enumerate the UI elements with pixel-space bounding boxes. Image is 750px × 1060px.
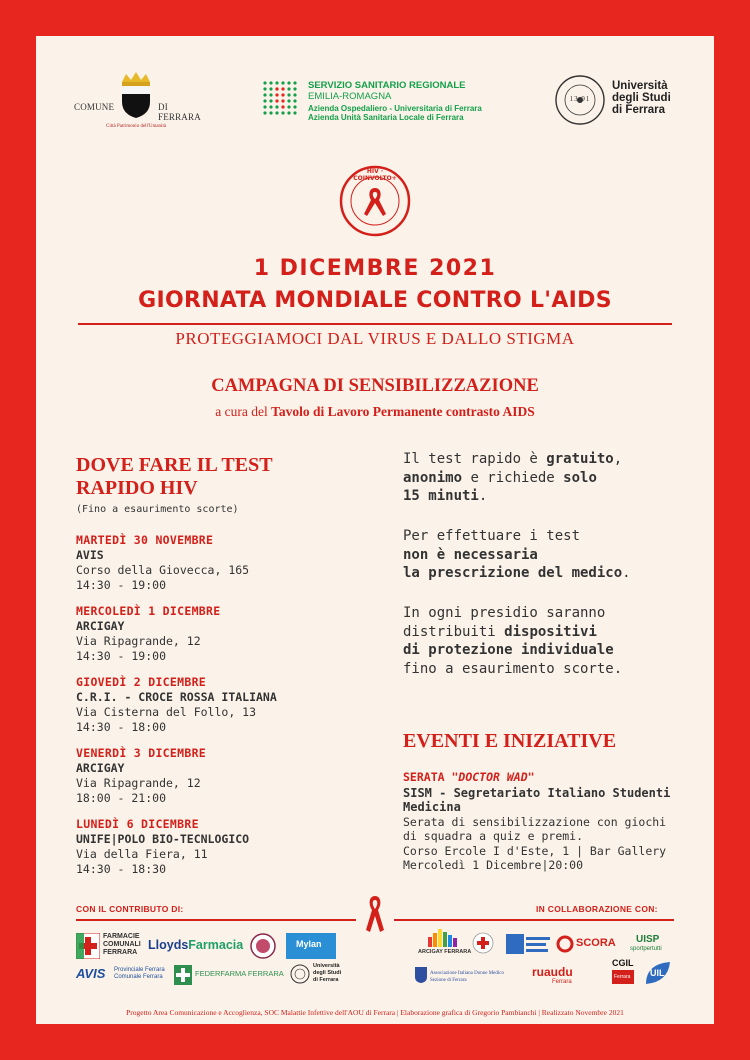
comune-tagline: Città Patrimonio dell'Umanità bbox=[106, 124, 167, 129]
sponsor-text: ruaudu bbox=[532, 965, 573, 979]
unife-seal-year: 13 91 bbox=[569, 95, 591, 103]
info-text: . bbox=[622, 565, 631, 581]
sponsor-text: FEDERFARMA FERRARA bbox=[195, 969, 284, 978]
test-address: Via Ripagrande, 12 bbox=[76, 776, 201, 790]
event-organizer-line1: SISM - Segretariato Italiano Studenti bbox=[403, 786, 671, 800]
sponsor-text: FERRARA bbox=[103, 949, 138, 956]
events-title: EVENTI E INIZIATIVE bbox=[403, 730, 617, 752]
test-address: Via della Fiera, 11 bbox=[76, 847, 208, 861]
ssr-azienda-ou: Azienda Ospedaliero - Universitaria di Ferrara bbox=[308, 104, 482, 113]
test-section-title-line2: RAPIDO HIV bbox=[76, 477, 198, 499]
info-ppe bbox=[403, 604, 693, 678]
badge-ring-text: HIV · COINVOLTO+ bbox=[353, 168, 397, 182]
sponsor-text: Lloyds bbox=[148, 938, 189, 952]
ssr-dots-icon bbox=[262, 80, 300, 120]
test-hours: 14:30 - 19:00 bbox=[76, 649, 167, 663]
sponsor-text: di Ferrara bbox=[313, 977, 339, 983]
test-address: Via Ripagrande, 12 bbox=[76, 634, 201, 648]
event-description: di squadra a quiz e premi. bbox=[403, 829, 584, 843]
test-day: VENERDÌ 3 DICEMBRE bbox=[76, 746, 207, 760]
info-bold: anonimo bbox=[403, 469, 463, 486]
sponsor-text: degli Studi bbox=[313, 970, 342, 976]
event-datetime: Mercoledì 1 Dicembre|20:00 bbox=[403, 858, 584, 872]
sponsor-unife bbox=[290, 963, 350, 987]
info-no-prescription bbox=[403, 527, 693, 583]
poster bbox=[36, 36, 714, 1024]
test-address: Corso della Giovecca, 165 bbox=[76, 563, 250, 577]
event-date-heading: 1 DICEMBRE 2021 bbox=[253, 256, 497, 281]
test-day: LUNEDÌ 6 DICEMBRE bbox=[76, 817, 199, 831]
main-heading: GIORNATA MONDIALE CONTRO L'AIDS bbox=[138, 288, 612, 313]
collab-scora bbox=[556, 935, 616, 955]
collab-uisp bbox=[626, 934, 676, 958]
campaign-title: CAMPAGNA DI SENSIBILIZZAZIONE bbox=[211, 376, 539, 396]
event-type-name: "DOCTOR WAD" bbox=[451, 770, 535, 784]
test-hours: 14:30 - 18:00 bbox=[76, 720, 167, 734]
info-bold: solo bbox=[563, 469, 597, 486]
info-text: e richiede bbox=[462, 469, 564, 486]
test-address: Via Cisterna del Follo, 13 bbox=[76, 705, 257, 719]
croce-rossa-icon bbox=[472, 932, 494, 954]
test-hours: 18:00 - 21:00 bbox=[76, 791, 167, 805]
curator-prefix: a cura del bbox=[215, 404, 272, 419]
campaign-curator bbox=[36, 404, 714, 420]
collab-arcigay bbox=[418, 929, 478, 961]
sponsor-text: Provinciale Ferrara bbox=[114, 967, 165, 973]
contrib-label: CON IL CONTRIBUTO DI: bbox=[76, 904, 184, 914]
test-date-item bbox=[76, 675, 277, 735]
collab-rule bbox=[394, 919, 674, 921]
curator-name: Tavolo di Lavoro Permanente contrasto AIDS bbox=[271, 404, 535, 419]
info-text: . bbox=[478, 488, 488, 504]
red-ribbon-icon bbox=[364, 894, 386, 934]
sponsor-text: Università bbox=[313, 963, 340, 969]
comune-label-right: DI FERRARA bbox=[158, 102, 201, 122]
test-section-note: (Fino a esaurimento scorte) bbox=[76, 504, 239, 515]
unife-name-line1: Università bbox=[612, 80, 668, 92]
sponsor-text: Comunale Ferrara bbox=[114, 974, 163, 980]
sponsor-mylan bbox=[286, 933, 336, 959]
unife-name-line3: di Ferrara bbox=[612, 104, 666, 116]
info-free-test bbox=[403, 450, 693, 506]
collab-uil bbox=[644, 960, 674, 986]
test-place: AVIS bbox=[76, 548, 104, 562]
test-day: MARTEDÌ 30 NOVEMBRE bbox=[76, 533, 214, 547]
info-bold: gratuito bbox=[546, 451, 614, 467]
contrib-rule bbox=[76, 919, 356, 921]
test-place: ARCIGAY bbox=[76, 619, 125, 633]
test-date-item bbox=[76, 746, 206, 806]
sponsor-text: Associazione Italiana Donne Medico bbox=[430, 971, 505, 976]
test-place: UNIFE|POLO BIO-TECNLOGICO bbox=[76, 832, 250, 846]
test-day: MERCOLEDÌ 1 DICEMBRE bbox=[76, 604, 221, 618]
test-place: C.R.I. - CROCE ROSSA ITALIANA bbox=[76, 690, 277, 704]
credits-footer: Progetto Area Comunicazione e Accoglienza, SOC Malattie Infettive dell'AOU di Ferrara | Elaborazione grafica di Gregorio Pambianchi | Realizzato Novembre 2021 bbox=[126, 1008, 624, 1017]
info-text: fino a esaurimento scorte. bbox=[403, 660, 623, 677]
collab-ruaudu bbox=[526, 965, 596, 989]
unife-logo bbox=[554, 74, 684, 130]
ssr-title: SERVIZIO SANITARIO REGIONALE bbox=[308, 80, 466, 91]
ssr-logo bbox=[262, 80, 512, 130]
federfarma-cross-icon bbox=[174, 965, 192, 985]
comune-label-left: COMUNE bbox=[74, 102, 115, 112]
info-text: In ogni presidio saranno bbox=[403, 605, 606, 621]
collab-label: IN COLLABORAZIONE CON: bbox=[536, 904, 658, 914]
sponsor-text: UISP bbox=[636, 934, 660, 945]
info-bold: la prescrizione del medico bbox=[403, 565, 623, 581]
info-bold: non è necessaria bbox=[403, 546, 538, 563]
sponsor-text: sportpertutti bbox=[630, 946, 662, 952]
rainbow-bars-icon bbox=[428, 929, 460, 947]
test-hours: 14:30 - 18:30 bbox=[76, 862, 167, 876]
ssr-azienda-usl: Azienda Unità Sanitaria Locale di Ferrara bbox=[308, 113, 464, 122]
sponsor-text: AVIS bbox=[76, 966, 106, 981]
sponsor-text: Farmacia bbox=[188, 938, 244, 952]
event-organizer-line2: Medicina bbox=[403, 800, 461, 814]
info-text: distribuiti bbox=[403, 623, 505, 640]
sponsor-text: SCORA bbox=[576, 937, 616, 949]
info-bold: 15 minuti bbox=[403, 488, 479, 504]
event-location: Corso Ercole I d'Este, 1 | Bar Gallery bbox=[403, 844, 667, 858]
comune-logo bbox=[72, 72, 202, 134]
scora-ring-icon bbox=[556, 935, 574, 953]
unife-seal-small-icon bbox=[290, 964, 310, 984]
info-bold: dispositivi bbox=[504, 623, 597, 640]
test-date-item bbox=[76, 604, 220, 664]
sponsor-text: CGIL bbox=[612, 958, 634, 968]
heading-underline bbox=[78, 323, 672, 325]
info-text: , bbox=[613, 451, 623, 467]
sponsor-text: COMUNALI bbox=[103, 941, 141, 948]
event-description: Serata di sensibilizzazione con giochi bbox=[403, 815, 667, 829]
collab-cgil bbox=[610, 958, 638, 988]
unife-name-line2: degli Studi bbox=[612, 92, 671, 104]
test-date-item bbox=[76, 533, 249, 593]
farmacie-cross-icon bbox=[76, 933, 100, 959]
sponsor-text: Sezione di Ferrara bbox=[430, 978, 467, 983]
aidm-seal-icon bbox=[414, 966, 428, 984]
test-hours: 14:30 - 19:00 bbox=[76, 578, 167, 592]
subheading: PROTEGGIAMOCI DAL VIRUS E DALLO STIGMA bbox=[175, 329, 575, 348]
sponsor-text: Ferrara bbox=[552, 979, 572, 985]
collab-aidm bbox=[414, 966, 524, 990]
test-date-item bbox=[76, 817, 249, 877]
test-day: GIOVEDÌ 2 DICEMBRE bbox=[76, 675, 207, 689]
info-text: Il test rapido è bbox=[403, 451, 547, 467]
sponsor-text: ARCIGAY FERRARA bbox=[418, 949, 472, 955]
collab-blue-logo-icon bbox=[506, 934, 550, 954]
crown-shield-icon bbox=[116, 72, 156, 118]
sponsor-farmacie-comunali bbox=[76, 933, 146, 959]
sponsor-text: UIL bbox=[650, 968, 665, 978]
event-type-prefix: SERATA bbox=[403, 770, 452, 784]
sponsor-federfarma bbox=[174, 965, 284, 985]
test-place: ARCIGAY bbox=[76, 761, 125, 775]
event-name bbox=[403, 770, 535, 784]
sponsor-lloyds-farmacia bbox=[148, 938, 243, 952]
sponsor-avis bbox=[76, 966, 176, 986]
ssr-region: EMILIA-ROMAGNA bbox=[308, 91, 392, 102]
info-text: Per effettuare i test bbox=[403, 528, 581, 544]
sponsor-pharmacy-badge-icon bbox=[250, 933, 276, 959]
sponsor-text: Mylan bbox=[296, 939, 322, 949]
sponsor-text: FARMACIE bbox=[103, 933, 140, 940]
info-bold: di protezione individuale bbox=[403, 642, 614, 658]
test-section-title-line1: DOVE FARE IL TEST bbox=[76, 454, 273, 476]
sponsor-text: Ferrara bbox=[614, 974, 631, 980]
